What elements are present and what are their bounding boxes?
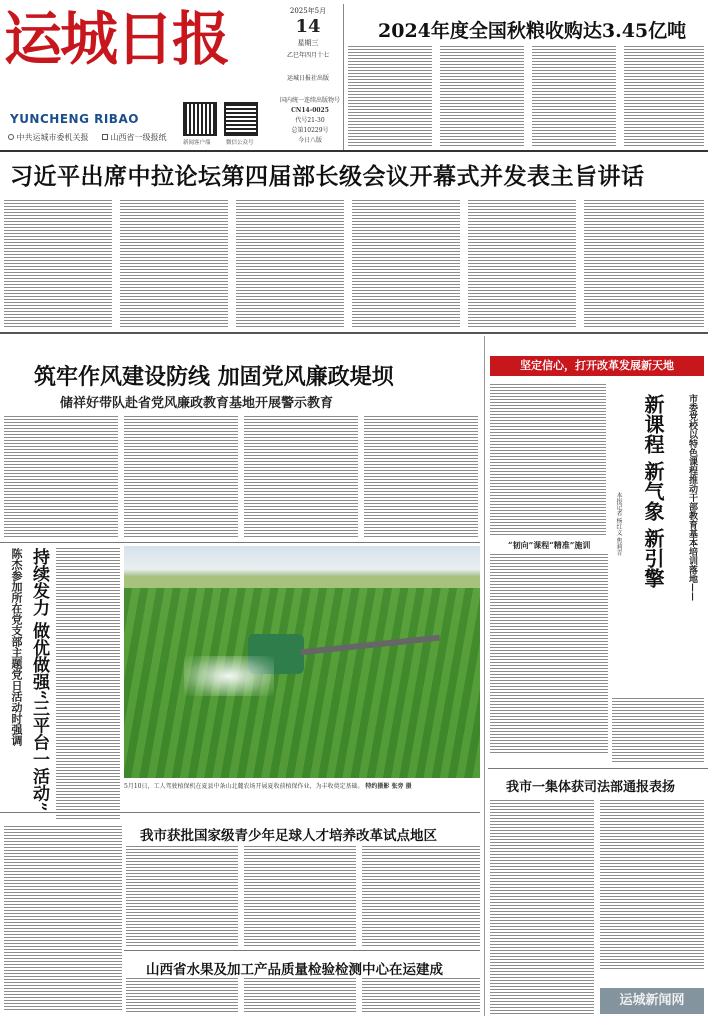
date-lunar: 乙巳年四月十七	[286, 52, 329, 59]
sidebar-banner[interactable]: 坚定信心，打开改革发展新天地	[490, 356, 704, 376]
masthead-badge-party: 中共运城市委机关报	[8, 132, 89, 143]
publisher: 运城日报社出版	[286, 75, 329, 82]
sidebar-subtitle: “韧向”课程“精准”施训	[508, 540, 591, 550]
sidebar-body-3	[612, 698, 704, 762]
left-lower-body	[4, 826, 122, 1012]
top-story-body	[348, 46, 704, 146]
square-icon	[102, 134, 108, 140]
farm-photo[interactable]	[124, 546, 480, 778]
newspaper-title-pinyin: YUNCHENG RIBAO	[10, 112, 139, 126]
sidebar-vertical-headline[interactable]: 新课程 新气象 新引擎	[641, 394, 665, 588]
site-watermark: 运城新闻网	[600, 988, 704, 1014]
feature-headline[interactable]: 筑牢作风建设防线 加固党风廉政堤坝	[34, 364, 394, 390]
football-body	[126, 846, 480, 946]
photo-credit: 特约摄影 张旁 摄	[365, 783, 412, 790]
feature-body	[4, 416, 480, 538]
date-block	[278, 6, 338, 82]
square-icon	[8, 134, 14, 140]
newspaper-title: 运城日报	[4, 5, 229, 73]
top-story-headline[interactable]: 2024年度全国秋粮收购达3.45亿吨	[378, 20, 687, 42]
lead-headline[interactable]: 习近平出席中拉论坛第四届部长级会议开幕式并发表主旨讲话	[10, 163, 645, 190]
left-story-vertical-subhead: 陈杰参加所在党支部主题党日活动时强调	[10, 548, 23, 746]
feature-subhead: 储祥好带队赴省党风廉政教育基地开展警示教育	[60, 396, 334, 411]
sidebar-body-2	[490, 554, 608, 754]
fruit-body	[126, 978, 480, 1014]
date-weekday: 星期三	[297, 39, 319, 47]
left-story-vertical-headline[interactable]: 持续发力 做优做强“三平台一活动”	[29, 548, 49, 812]
issue-info: 国内统一连续出版物号 CN14-0025 代号21-30 总第10229号 今日八版	[279, 97, 340, 144]
sidebar-reporter: 本报记者 杨红义 焦莉青	[615, 492, 622, 556]
date-day: 14	[295, 16, 321, 37]
football-headline[interactable]: 我市获批国家级青少年足球人才培养改革试点地区	[140, 828, 437, 844]
fruit-headline[interactable]: 山西省水果及加工产品质量检验检测中心在运建成	[146, 962, 443, 978]
legal-body	[490, 800, 704, 1014]
sidebar-vertical-kicker: 市委党校以特色课程推动干部教育基本培训落地——	[687, 394, 697, 601]
legal-headline[interactable]: 我市一集体获司法部通报表扬	[506, 780, 676, 795]
photo-caption: 5月10日，工人驾驶植保机在夏县中条山北麓农场开展夏收前植保作业，为丰收奠定基础。 特约摄影 张旁 摄	[124, 783, 412, 790]
left-story-body	[56, 548, 120, 820]
masthead-badge-grade: 山西省一级报纸	[102, 132, 167, 143]
sidebar-body-1	[490, 384, 606, 536]
qr-code-wechat-label: 微信公众号	[226, 140, 254, 146]
date-year-month: 2025年5月	[289, 7, 327, 15]
qr-code-wechat[interactable]	[224, 102, 258, 136]
qr-code-app-label: 新闻客户端	[183, 140, 211, 146]
qr-code-app[interactable]	[183, 102, 217, 136]
lead-body	[4, 200, 704, 328]
masthead	[0, 0, 708, 152]
